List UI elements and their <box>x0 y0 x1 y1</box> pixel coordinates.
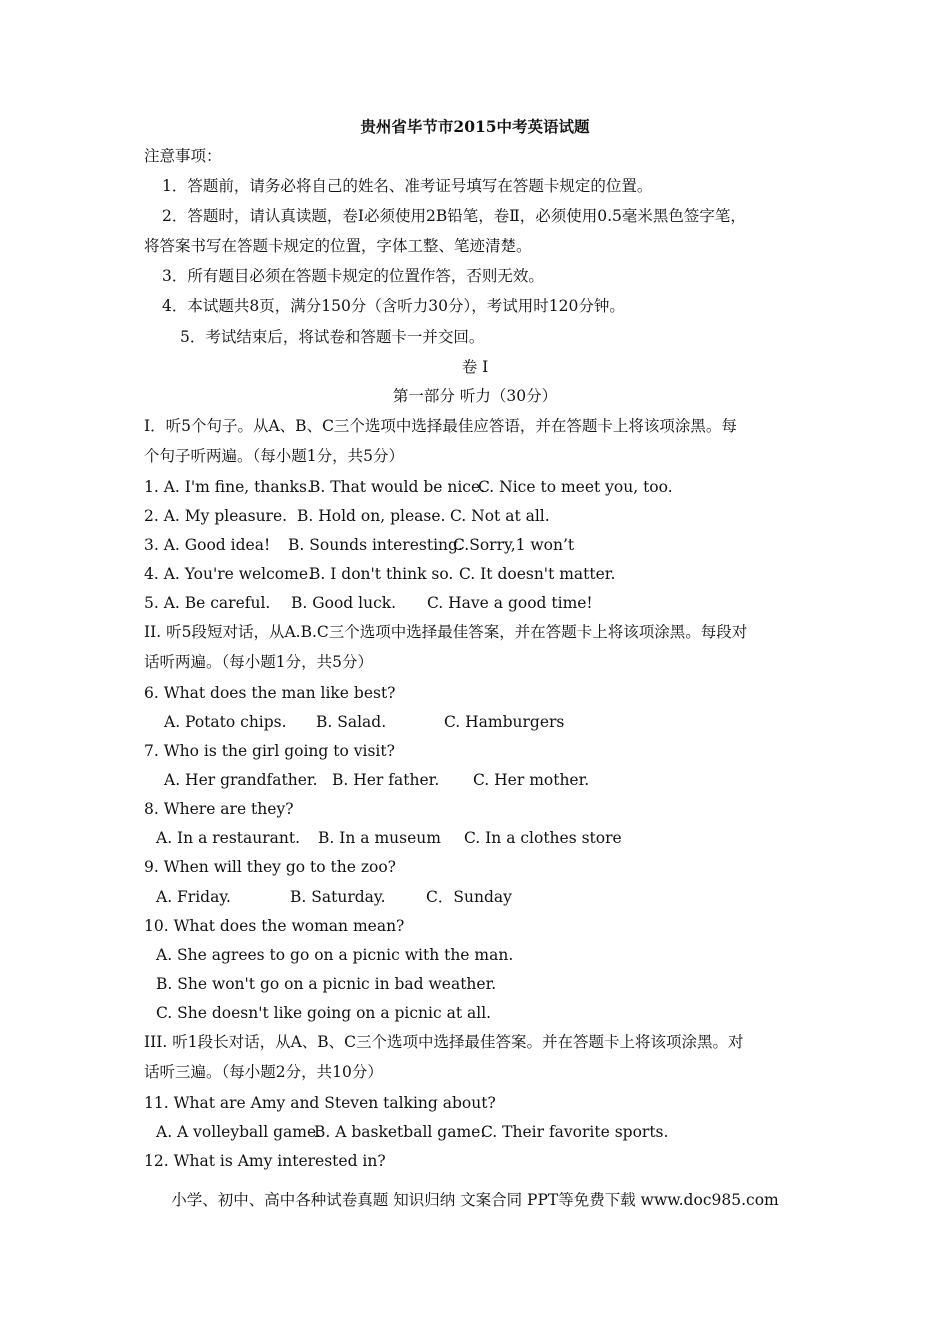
q2-option-c: C. Not at all. <box>450 507 550 525</box>
question-10: 10. What does the woman mean? <box>144 917 405 935</box>
question-1 <box>0 477 950 497</box>
page-footer: 小学、初中、高中各种试卷真题 知识归纳 文案合同 PPT等免费下载 www.doc985.com <box>171 1191 779 1209</box>
notice-item-1: 1．答题前，请务必将自己的姓名、准考证号填写在答题卡规定的位置。 <box>162 177 653 195</box>
notice-heading: 注意事项： <box>144 147 222 165</box>
q6-option-b: B. Salad. <box>316 713 387 731</box>
q5-option-a: 5. A. Be careful. <box>144 594 271 612</box>
question-8: 8. Where are they? <box>144 800 294 818</box>
notice-item-5: 5．考试结束后，将试卷和答题卡一并交回。 <box>180 328 485 346</box>
q2-option-a: 2. A. My pleasure. <box>144 507 288 525</box>
notice-item-2: 2．答题时，请认真读题，卷Ⅰ必须使用2B铅笔，卷Ⅱ，必须使用0.5毫米黑色签字笔， <box>162 207 746 225</box>
section1-instruction-cont: 个句子听两遍。（每小题1分，共5分） <box>144 447 404 465</box>
q8-option-a: A. In a restaurant. <box>156 829 301 847</box>
q7-option-c: C. Her mother. <box>473 771 590 789</box>
q10-option-c: C. She doesn't like going on a picnic at all. <box>156 1004 492 1022</box>
section2-instruction: II. 听5段短对话，从A.B.C三个选项中选择最佳答案，并在答题卡上将该项涂黑。每段对 <box>144 623 748 641</box>
section3-instruction: III. 听1段长对话，从A、B、C三个选项中选择最佳答案。并在答题卡上将该项涂黑。对 <box>144 1033 744 1051</box>
q8-option-c: C. In a clothes store <box>464 829 622 847</box>
notice-item-3: 3．所有题目必须在答题卡规定的位置作答，否则无效。 <box>162 267 544 285</box>
question-7-options <box>0 770 950 790</box>
q7-option-a: A. Her grandfather. <box>164 771 318 789</box>
q10-option-a: A. She agrees to go on a picnic with the man. <box>156 946 514 964</box>
q8-option-b: B. In a museum <box>318 829 441 847</box>
question-6-options <box>0 712 950 732</box>
notice-item-2-cont: 将答案书写在答题卡规定的位置，字体工整、笔迹清楚。 <box>144 237 532 255</box>
page-title: 贵州省毕节市2015中考英语试题 <box>360 117 590 136</box>
part-heading: 第一部分 听力（30分） <box>392 387 558 405</box>
q11-option-a: A. A volleyball game. <box>156 1123 322 1141</box>
question-7: 7. Who is the girl going to visit? <box>144 742 395 760</box>
q4-option-a: 4. A. You're welcome. <box>144 565 313 583</box>
q1-option-a: 1. A. I'm fine, thanks. <box>144 478 312 496</box>
question-11: 11. What are Amy and Steven talking about? <box>144 1094 496 1112</box>
q4-option-c: C. It doesn't matter. <box>459 565 616 583</box>
section3-instruction-cont: 话听三遍。（每小题2分，共10分） <box>144 1063 383 1081</box>
q9-option-a: A. Friday. <box>156 888 231 906</box>
q3-option-a: 3. A. Good idea! <box>144 536 271 554</box>
notice-item-4: 4．本试题共8页，满分150分（含听力30分），考试用时120分钟。 <box>162 297 625 315</box>
question-8-options <box>0 828 950 848</box>
q9-option-b: B. Saturday. <box>290 888 386 906</box>
q3-option-b: B. Sounds interesting. <box>288 536 463 554</box>
q1-option-b: B. That would be nice. <box>309 478 486 496</box>
volume-heading: 卷 Ⅰ <box>461 358 489 376</box>
q6-option-c: C. Hamburgers <box>444 713 565 731</box>
q3-option-c: C.Sorry,1 won’t <box>453 536 575 554</box>
question-5 <box>0 593 950 613</box>
question-9: 9. When will they go to the zoo? <box>144 858 396 876</box>
section1-instruction: I．听5个句子。从A、B、C三个选项中选择最佳应答语，并在答题卡上将该项涂黑。每 <box>144 417 737 435</box>
question-11-options <box>0 1122 950 1142</box>
question-6: 6. What does the man like best? <box>144 684 396 702</box>
q7-option-b: B. Her father. <box>332 771 440 789</box>
section2-instruction-cont: 话听两遍。（每小题1分，共5分） <box>144 653 373 671</box>
q4-option-b: B. I don't think so. <box>309 565 454 583</box>
q1-option-c: C. Nice to meet you, too. <box>478 478 673 496</box>
question-2 <box>0 506 950 526</box>
q5-option-c: C. Have a good time! <box>427 594 593 612</box>
q6-option-a: A. Potato chips. <box>164 713 287 731</box>
question-4 <box>0 564 950 584</box>
q9-option-c: C．Sunday <box>426 888 512 906</box>
q5-option-b: B. Good luck. <box>291 594 397 612</box>
question-9-options <box>0 887 950 907</box>
q10-option-b: B. She won't go on a picnic in bad weather. <box>156 975 497 993</box>
question-12: 12. What is Amy interested in? <box>144 1152 386 1170</box>
q11-option-b: B. A basketball game. <box>314 1123 486 1141</box>
question-3 <box>0 535 950 555</box>
q11-option-c: C. Their favorite sports. <box>481 1123 669 1141</box>
q2-option-b: B. Hold on, please. <box>297 507 446 525</box>
